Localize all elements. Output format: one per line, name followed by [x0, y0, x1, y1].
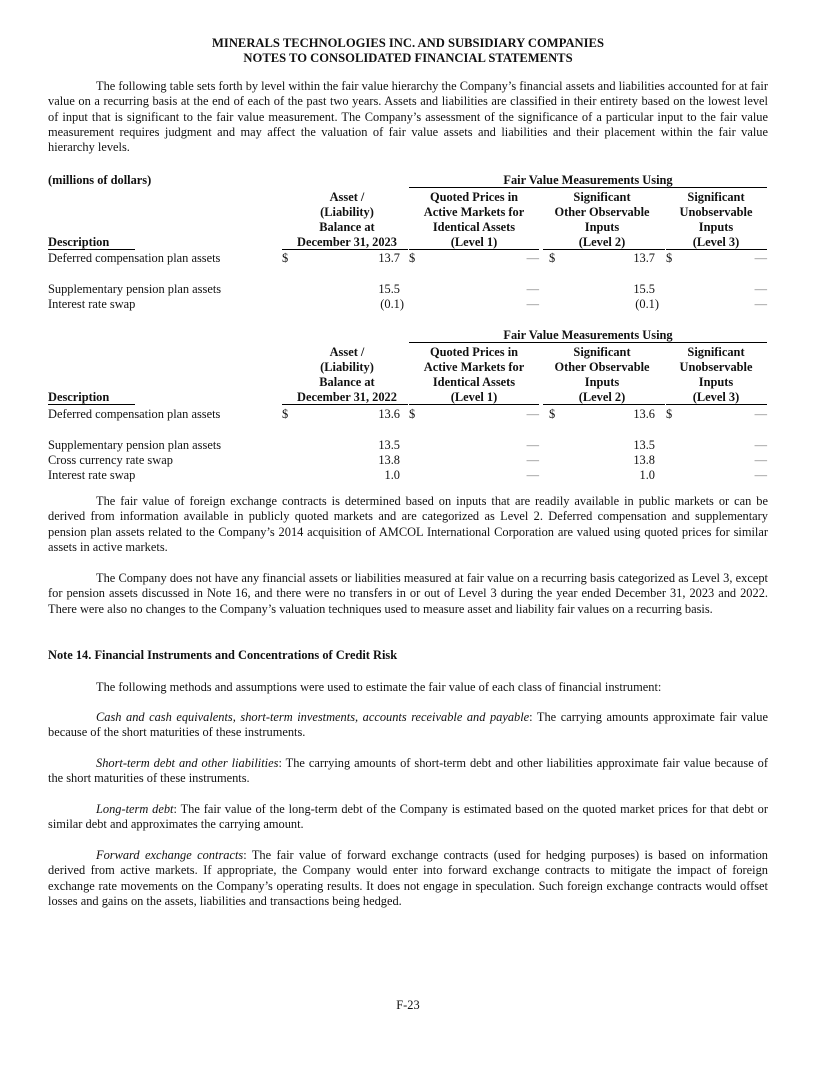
- level3-value: —: [754, 438, 767, 452]
- col-balance-line4: December 31, 2023: [297, 235, 397, 249]
- l3-header-rule: [666, 249, 767, 250]
- item-text: : The fair value of the long-term debt of the Company is estimated based on the quoted market prices for that debt or similar debt and approximates the carrying amount.: [48, 802, 769, 832]
- col-l3-line4: (Level 3): [692, 390, 740, 404]
- col-balance-line3: Balance at: [319, 220, 375, 234]
- col-description: Description: [48, 235, 110, 249]
- balance-value: 13.7: [378, 251, 400, 265]
- level2-value: 13.8: [633, 453, 655, 467]
- col-l3-line3: Inputs: [698, 220, 734, 234]
- col-description: Description: [48, 390, 110, 404]
- item-text: : The fair value of forward exchange contracts (used for hedging purposes) is based on information derived from active markets. If appropriate, the Company would enter into forward exchange contracts to mitigate the impact of foreign exchange rate movements on the Company’s operating results. It does not engage in speculation. Such foreign exchange contracts would offset losses and gains on the assets, liabilities and transactions being hedged.: [48, 848, 768, 908]
- col-l3-line2: Unobservable: [679, 360, 753, 374]
- col-l1-line2: Active Markets for: [423, 205, 525, 219]
- col-l2-line4: (Level 2): [578, 390, 626, 404]
- level2-value: 13.6: [633, 407, 655, 421]
- row-description: Supplementary pension plan assets: [48, 282, 222, 296]
- col-l1-line1: Quoted Prices in: [429, 190, 519, 204]
- level3-value: —: [754, 282, 767, 296]
- row-description: Interest rate swap: [48, 297, 136, 311]
- level3-value: —: [754, 468, 767, 482]
- col-l2-line3: Inputs: [584, 375, 620, 389]
- col-balance-line4: December 31, 2022: [297, 390, 397, 404]
- note14-intro: [48, 680, 768, 695]
- currency-symbol: $: [549, 251, 556, 265]
- level1-value: —: [526, 251, 539, 265]
- col-balance-line1: Asset /: [329, 190, 365, 204]
- group-header-2022: Fair Value Measurements Using: [503, 328, 673, 342]
- page-number: F-23: [396, 998, 420, 1012]
- col-l1-line4: (Level 1): [450, 235, 498, 249]
- col-l1-line4: (Level 1): [450, 390, 498, 404]
- note14-heading: Note 14. Financial Instruments and Concentrations of Credit Risk: [48, 648, 398, 662]
- intro-text: The following table sets forth by level within the fair value hierarchy the Company’s financial assets and liabilities accounted for at fair value on a recurring basis at the end of each of the past two years. Assets and liabilities are classified in their entirety based on the lowest level of input that is significant to the fair value measurement. The Company’s assessment of the significance of a particular input to the fair value measurement requires judgment and may affect the valuation of fair value assets and liabilities and their placement within the fair value hierarchy levels.: [48, 79, 768, 155]
- col-balance-line3: Balance at: [319, 375, 375, 389]
- row-description: Interest rate swap: [48, 468, 136, 482]
- col-l3-line4: (Level 3): [692, 235, 740, 249]
- col-l3-line2: Unobservable: [679, 205, 753, 219]
- group-header-rule: [409, 342, 767, 343]
- col-balance-line1: Asset /: [329, 345, 365, 359]
- balance-value: 15.5: [378, 282, 400, 296]
- col-balance-line2: (Liability): [320, 205, 374, 219]
- item-text: : The carrying amounts approximate fair value because of the short maturities of these instruments.: [48, 710, 768, 740]
- col-l2-line1: Significant: [573, 190, 631, 204]
- item-term: Long-term debt: [96, 802, 174, 816]
- balance-value: 13.6: [378, 407, 400, 421]
- item-term: Short-term debt and other liabilities: [96, 756, 279, 770]
- note14-item-short-term-debt: [48, 756, 768, 787]
- balance-value: (0.1): [380, 297, 404, 311]
- col-balance-line2: (Liability): [320, 360, 374, 374]
- item-term: Forward exchange contracts: [96, 848, 244, 862]
- level3-value: —: [754, 297, 767, 311]
- col-l1-line2: Active Markets for: [423, 360, 525, 374]
- units-label: (millions of dollars): [48, 173, 152, 187]
- level1-value: —: [526, 453, 539, 467]
- currency-symbol: $: [282, 251, 289, 265]
- note14-intro-text: The following methods and assumptions were used to estimate the fair value of each class of financial instrument:: [96, 680, 662, 694]
- col-l3-line3: Inputs: [698, 375, 734, 389]
- balance-header-rule: [282, 404, 408, 405]
- col-l2-line2: Other Observable: [554, 205, 650, 219]
- balance-value: 13.5: [378, 438, 400, 452]
- level3-paragraph: [48, 571, 768, 617]
- level1-value: —: [526, 468, 539, 482]
- row-description: Deferred compensation plan assets: [48, 407, 221, 421]
- balance-header-rule: [282, 249, 408, 250]
- group-header-rule: [409, 187, 767, 188]
- level2-value: (0.1): [635, 297, 659, 311]
- balance-value: 1.0: [384, 468, 400, 482]
- currency-symbol: $: [666, 251, 673, 265]
- col-l2-line3: Inputs: [584, 220, 620, 234]
- intro-paragraph: [48, 79, 768, 155]
- level2-value: 15.5: [633, 282, 655, 296]
- level1-value: —: [526, 297, 539, 311]
- desc-header-rule: [48, 404, 135, 405]
- level2-value: 13.5: [633, 438, 655, 452]
- level1-value: —: [526, 407, 539, 421]
- note14-item-long-term-debt: [48, 802, 768, 833]
- l3-header-rule: [666, 404, 767, 405]
- level1-value: —: [526, 282, 539, 296]
- currency-symbol: $: [666, 407, 673, 421]
- note14-item-forward-contracts: [48, 848, 768, 909]
- col-l1-line1: Quoted Prices in: [429, 345, 519, 359]
- group-header-2023: Fair Value Measurements Using: [503, 173, 673, 187]
- col-l2-line1: Significant: [573, 345, 631, 359]
- l1-header-rule: [409, 249, 539, 250]
- currency-symbol: $: [409, 407, 416, 421]
- level2-value: 13.7: [633, 251, 655, 265]
- company-header: MINERALS TECHNOLOGIES INC. AND SUBSIDIARY COMPANIES: [212, 36, 604, 50]
- currency-symbol: $: [409, 251, 416, 265]
- col-l1-line3: Identical Assets: [432, 220, 516, 234]
- item-text: : The carrying amounts of short-term debt and other liabilities approximate fair value because of the short maturities of these instruments.: [48, 756, 768, 786]
- col-l3-line1: Significant: [687, 190, 745, 204]
- level1-value: —: [526, 438, 539, 452]
- level3-value: —: [754, 453, 767, 467]
- col-l2-line4: (Level 2): [578, 235, 626, 249]
- notes-header: NOTES TO CONSOLIDATED FINANCIAL STATEMENTS: [243, 51, 573, 65]
- l1-header-rule: [409, 404, 539, 405]
- fx-text: The fair value of foreign exchange contracts is determined based on inputs that are readily available in public markets or can be derived from information available in publicly quoted markets and are categorized as Level 2. Deferred compensation and supplementary pension plan assets related to the Company’s 2014 acquisition of AMCOL International Corporation are valued using quoted prices for similar assets in active markets.: [48, 494, 768, 554]
- currency-symbol: $: [282, 407, 289, 421]
- fx-paragraph: [48, 494, 768, 555]
- col-l3-line1: Significant: [687, 345, 745, 359]
- note14-item-cash: [48, 710, 768, 741]
- level3-value: —: [754, 251, 767, 265]
- l2-header-rule: [543, 404, 665, 405]
- desc-header-rule: [48, 249, 135, 250]
- col-l2-line2: Other Observable: [554, 360, 650, 374]
- row-description: Deferred compensation plan assets: [48, 251, 221, 265]
- level2-value: 1.0: [639, 468, 655, 482]
- col-l1-line3: Identical Assets: [432, 375, 516, 389]
- row-description: Supplementary pension plan assets: [48, 438, 222, 452]
- item-term: Cash and cash equivalents, short-term investments, accounts receivable and payable: [96, 710, 530, 724]
- l2-header-rule: [543, 249, 665, 250]
- balance-value: 13.8: [378, 453, 400, 467]
- row-description: Cross currency rate swap: [48, 453, 173, 467]
- level3-text: The Company does not have any financial assets or liabilities measured at fair value on a recurring basis categorized as Level 3, except for pension assets discussed in Note 16, and there were no transfers in or out of Level 3 during the year ended December 31, 2023 and 2022. There were also no changes to the Company’s valuation techniques used to measure asset and liability fair values on a recurring basis.: [48, 571, 768, 616]
- level3-value: —: [754, 407, 767, 421]
- currency-symbol: $: [549, 407, 556, 421]
